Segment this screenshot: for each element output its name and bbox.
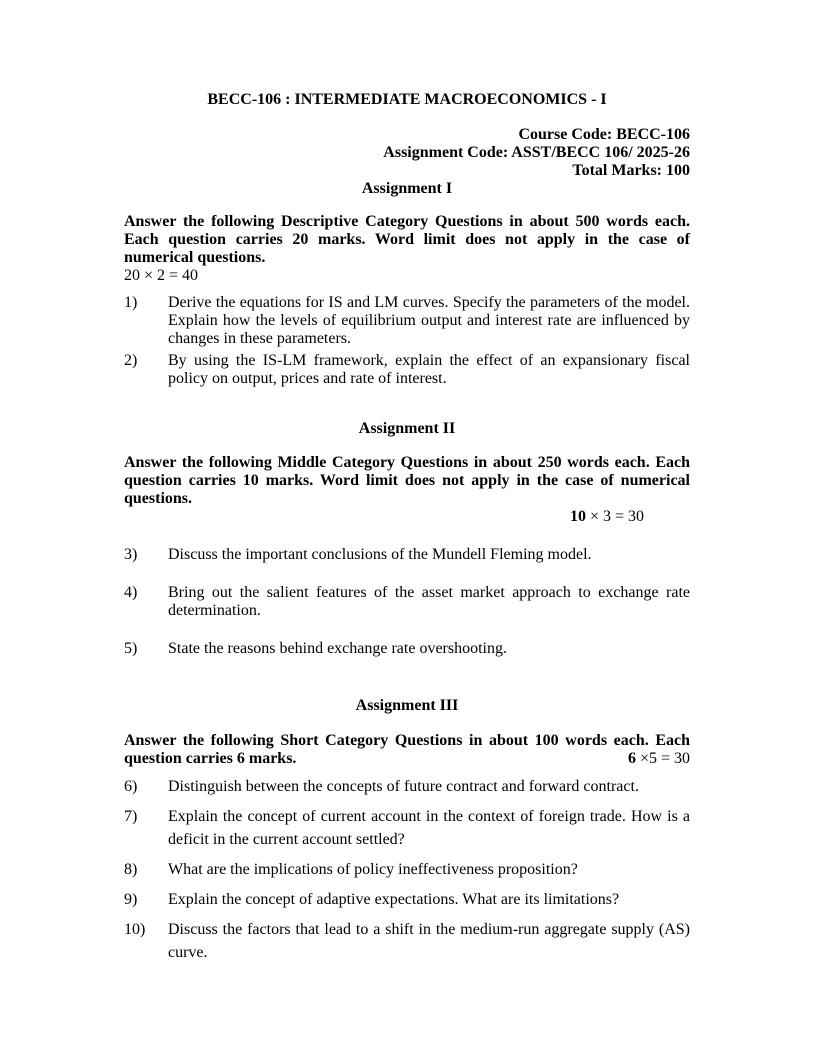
question-7-text: Explain the concept of current account in the context of foreign trade. How is a deficit in the current account settled?: [168, 808, 690, 848]
section-assignment-2: [124, 420, 690, 658]
question-10: [124, 918, 690, 964]
meta-block: [124, 126, 690, 180]
question-5-number: 5): [124, 640, 138, 657]
question-9-number: 9): [124, 891, 138, 908]
question-9-text: Explain the concept of adaptive expectations. What are its limitations?: [168, 891, 620, 908]
question-4-number: 4): [124, 584, 138, 601]
question-4: [124, 584, 690, 620]
question-1-text: Derive the equations for IS and LM curves. Specify the parameters of the model. Explain how the levels of equilibrium output and interest rate are influenced by changes in these parameters.: [168, 294, 690, 347]
document-title: BECC-106 : INTERMEDIATE MACROECONOMICS - I: [207, 91, 607, 108]
question-8: [124, 858, 690, 881]
section-3-marks-bold: 6: [627, 750, 636, 767]
section-3-marks-rest: ×5 = 30: [635, 750, 690, 767]
section-2-marks-rest: × 3 = 30: [585, 508, 644, 525]
section-1-heading: Assignment I: [361, 180, 453, 197]
question-1-number: 1): [124, 294, 138, 311]
section-2-marks-bold: 10: [569, 508, 586, 525]
question-7: [124, 805, 690, 851]
question-2: [124, 352, 690, 388]
question-6: [124, 775, 690, 798]
question-2-number: 2): [124, 352, 138, 369]
section-3-heading: Assignment III: [355, 697, 459, 714]
section-2-marks-formula: [124, 508, 690, 526]
section-assignment-3: [124, 697, 690, 964]
question-1: [124, 294, 690, 348]
question-2-text: By using the IS-LM framework, explain the effect of an expansionary fiscal policy on output, prices and rate of interest.: [168, 352, 690, 387]
course-code: Course Code: BECC-106: [518, 126, 690, 143]
section-2-heading: Assignment II: [358, 420, 456, 437]
total-marks: Total Marks: 100: [572, 162, 690, 179]
question-6-number: 6): [124, 778, 138, 795]
question-9: [124, 888, 690, 911]
section-1-marks-formula: 20 × 2 = 40: [124, 267, 199, 284]
question-10-text: Discuss the factors that lead to a shift in the medium-run aggregate supply (AS) curve.: [168, 921, 690, 961]
question-8-number: 8): [124, 861, 138, 878]
section-3-marks-formula: [628, 750, 690, 768]
question-3-number: 3): [124, 546, 138, 563]
question-3: [124, 546, 690, 564]
question-3-text: Discuss the important conclusions of the Mundell Fleming model.: [168, 546, 592, 563]
section-3-instructions: Answer the following Short Category Questions in about 100 words each. Each question carries 6 marks.: [124, 732, 690, 767]
question-5: [124, 640, 690, 658]
assignment-code: Assignment Code: ASST/BECC 106/ 2025-26: [383, 144, 690, 161]
question-5-text: State the reasons behind exchange rate overshooting.: [168, 640, 507, 657]
question-7-number: 7): [124, 808, 138, 825]
section-1-instructions: Answer the following Descriptive Category Questions in about 500 words each. Each question carries 20 marks. Word limit does not apply in the case of numerical questions.: [124, 213, 690, 266]
section-3-instructions-wrap: [124, 732, 690, 768]
question-10-number: 10): [124, 921, 146, 938]
question-4-text: Bring out the salient features of the asset market approach to exchange rate determination.: [168, 584, 690, 619]
question-6-text: Distinguish between the concepts of future contract and forward contract.: [168, 778, 639, 795]
question-8-text: What are the implications of policy ineffectiveness proposition?: [168, 861, 578, 878]
section-2-instructions: Answer the following Middle Category Questions in about 250 words each. Each question carries 10 marks. Word limit does not apply in the case of numerical questions.: [124, 454, 690, 507]
section-assignment-1: [124, 180, 690, 388]
